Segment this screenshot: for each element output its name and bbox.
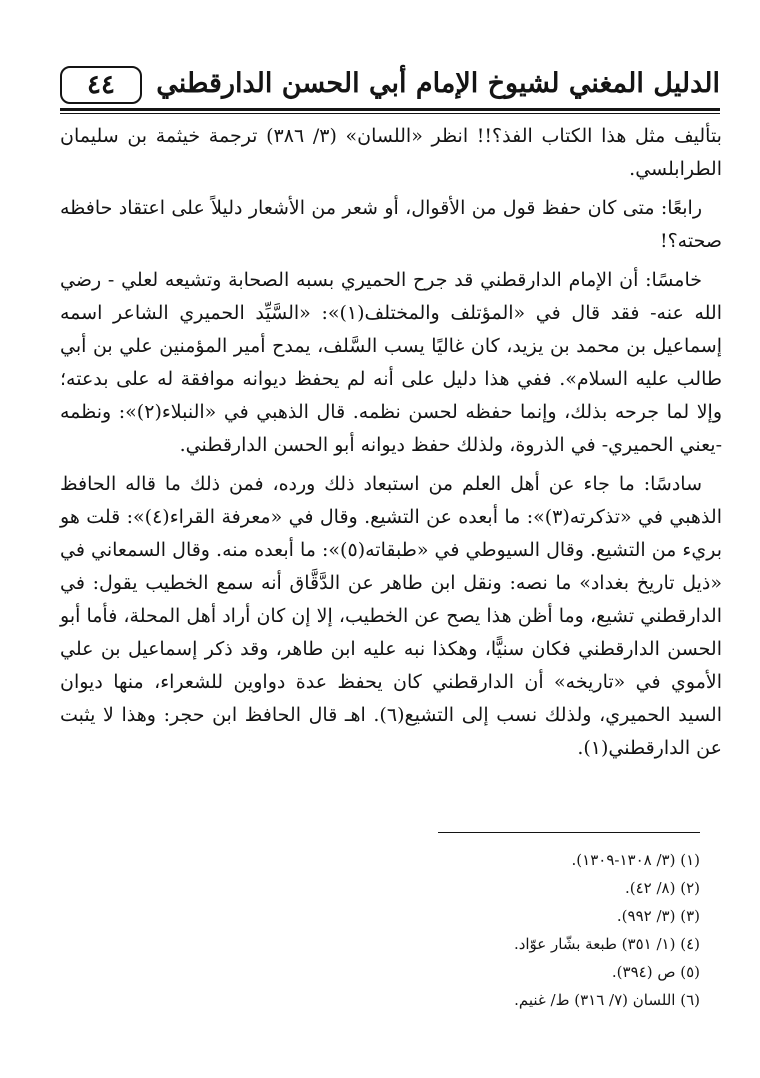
page-number: ٤٤ — [60, 66, 142, 104]
paragraph-continuation: بتأليف مثل هذا الكتاب الفذ؟!! انظر «اللسان» (٣/ ٣٨٦) ترجمة خيثمة بن سليمان الطرابلسي. — [60, 125, 722, 180]
page-header — [60, 62, 720, 108]
running-title: الدليل المغني لشيوخ الإمام أبي الحسن الدارقطني — [156, 68, 720, 99]
footnotes-list — [300, 846, 700, 1014]
footnote-item: (٢) (٨/ ٤٢). — [624, 879, 700, 897]
main-text — [60, 120, 722, 771]
paragraph-fifth: خامسًا: أن الإمام الدارقطني قد جرح الحميري بسبه الصحابة وتشيعه لعلي - رضي الله عنه- فقد قال في «المؤتلف والمختلف(١)»: «السَّيِّد الحميري الشاعر اسمه إسماعيل بن محمد بن يزيد، كان غاليًا يسب السَّلف، يمدح أمير المؤمنين علي بن أبي طالب عليه السلام». ففي هذا دليل على أنه لم يحفظ ديوانه موافقة له على بدعته؛ وإلا لما جرحه بذلك، وإنما حفظه لحسن نظمه. قال الذهبي في «النبلاء(٢)»: ونظمه -يعني الحميري- في الذروة، ولذلك حفظ ديوانه أبو الحسن الدارقطني. — [60, 269, 722, 456]
paragraph-sixth: سادسًا: ما جاء عن أهل العلم من استبعاد ذلك ورده، فمن ذلك ما قاله الحافظ الذهبي في «تذكرته(٣)»: ما أبعده عن التشيع. وقال في «معرفة القراء(٤)»: قلت هو بريء من التشيع. وقال السيوطي في «طبقاته(٥)»: ما أبعده منه. وقال السمعاني في «ذيل تاريخ بغداد» ما نصه: ونقل ابن طاهر عن الدَّقَّاق أنه سمع الخطيب يقول: في الدارقطني تشيع، وما أظن هذا يصح عن الخطيب، إلا إن كان أراد أهل المحلة، فأما أبو الحسن الدارقطني فكان سنيًّا، وهكذا نبه عليه ابن طاهر، وقد ذكر إسماعيل بن علي الأموي في «تاريخه» أن الدارقطني كان يحفظ عدة دواوين للشعراء، منها ديوان السيد الحميري، ولذلك نسب إلى التشيع(٦). اهـ قال الحافظ ابن حجر: وهذا لا يثبت عن الدارقطني(١). — [60, 473, 723, 759]
footnote-item: (١) (٣/ ١٣٠٨-١٣٠٩). — [571, 851, 700, 869]
footnote-item: (٤) (١/ ٣٥١) طبعة بشّار عوّاد. — [513, 935, 700, 953]
footnote-separator — [438, 832, 700, 833]
footnote-item: (٣) (٣/ ٩٩٢). — [616, 907, 700, 925]
footnote-item: (٦) اللسان (٧/ ٣١٦) ط/ غنيم. — [514, 991, 700, 1009]
header-rule — [60, 108, 720, 111]
footnote-item: (٥) ص (٣٩٤). — [611, 963, 700, 981]
paragraph-fourth: رابعًا: متى كان حفظ قول من الأقوال، أو شعر من الأشعار دليلاً على اعتقاد حافظه صحته؟! — [60, 197, 722, 252]
header-rule-thin — [60, 113, 720, 114]
